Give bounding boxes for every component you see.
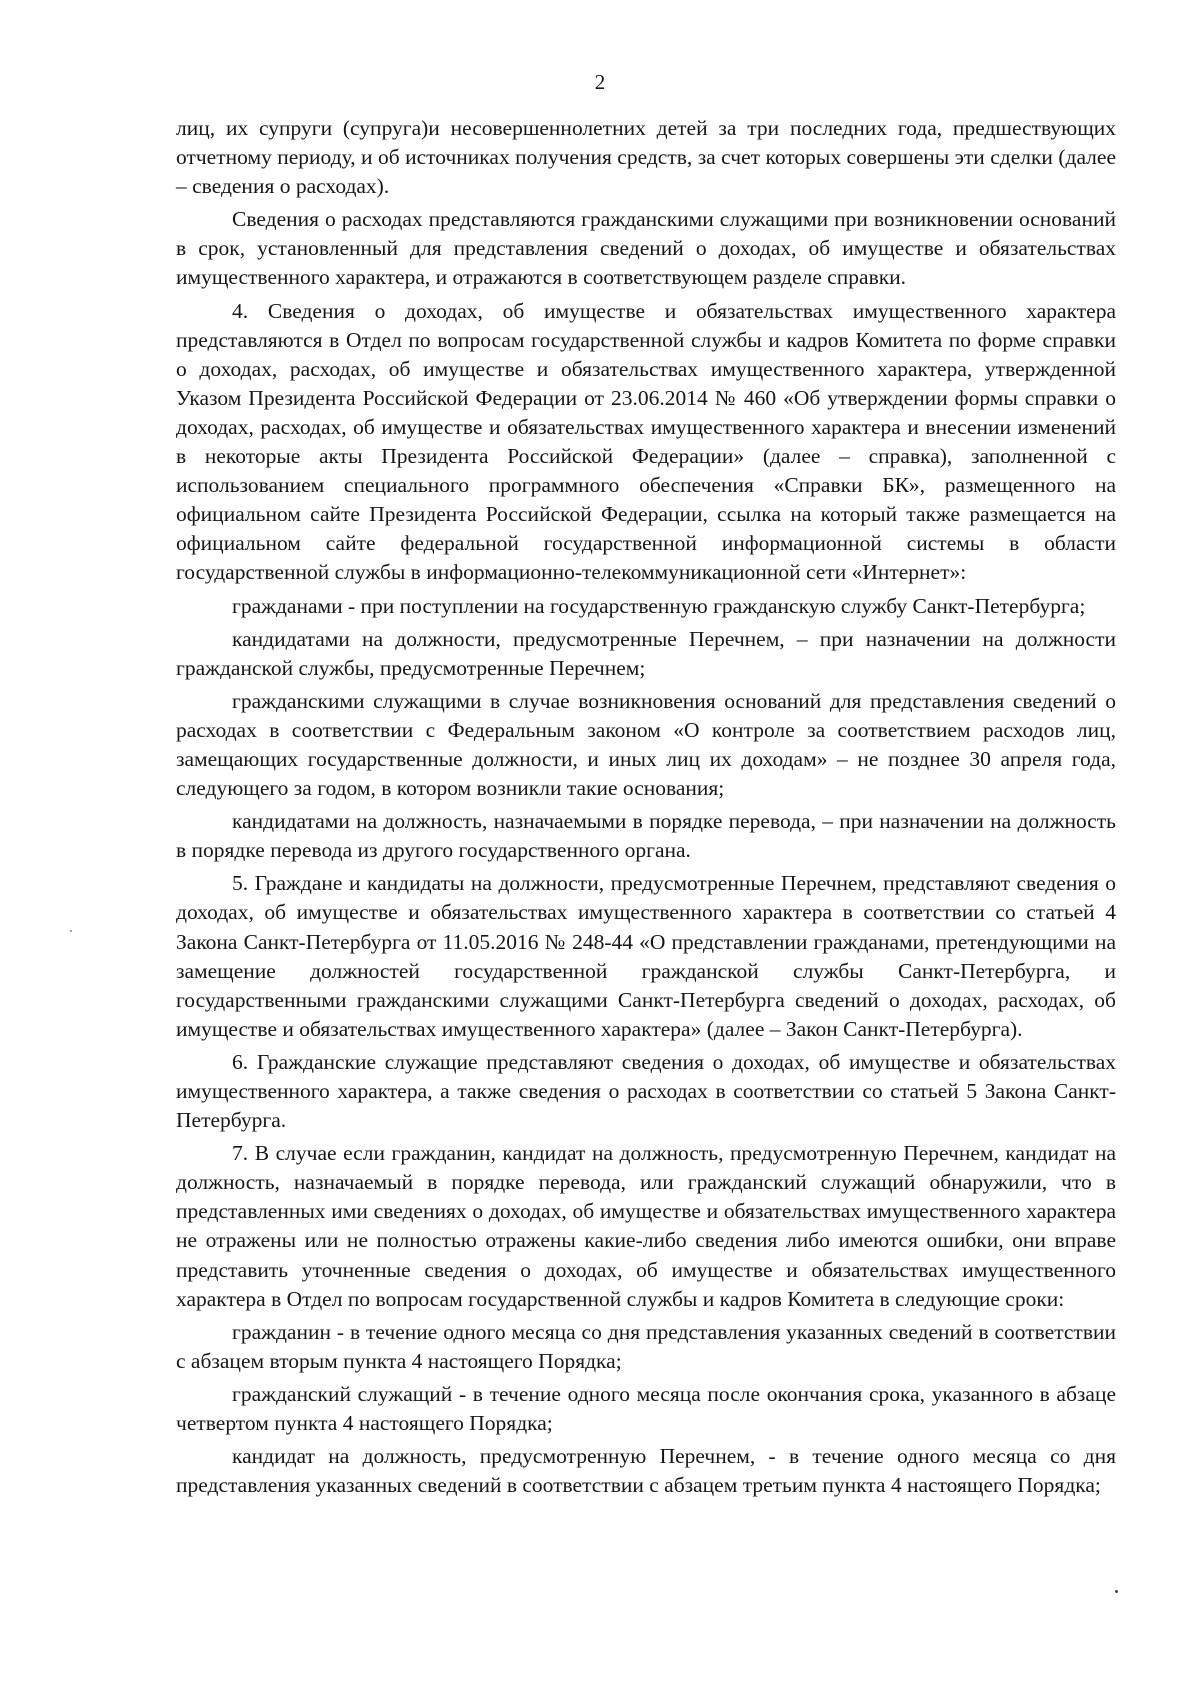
document-body [176, 114, 1116, 1504]
paragraph: кандидатами на должность, назначаемыми в порядке перевода, – при назначении на должность в порядке перевода из другого государственного органа. [176, 809, 1116, 863]
paragraph: гражданами - при поступлении на государственную гражданскую службу Санкт-Петербурга; [232, 593, 1086, 618]
paragraph: Сведения о расходах представляются гражданскими служащими при возникновении оснований в срок, установленный для представления сведений о доходах, об имуществе и обязательствах имущественного характера, и отражаются в соответствующем разделе справки. [176, 207, 1116, 290]
page-number: 2 [594, 70, 606, 94]
paragraph-item-6: 6. Гражданские служащие представляют сведения о доходах, об имуществе и обязательствах имущественного характера, а также сведения о расходах в соответствии со статьей 5 Закона Санкт-Петербурга. [176, 1049, 1116, 1133]
paragraph: кандидат на должность, предусмотренную Перечнем, - в течение одного месяца со дня представления указанных сведений в соответствии с абзацем третьим пункта 4 настоящего Порядка; [176, 1444, 1116, 1498]
paragraph-item-7: 7. В случае если гражданин, кандидат на должность, предусмотренную Перечнем, кандидат на должность, назначаемый в порядке перевода, или гражданский служащий обнаружили, что в представленных ими сведениях о доходах, об имуществе и обязательствах имущественного характера не отражены или не полностью отражены какие-либо сведения либо имеются ошибки, они вправе представить уточненные сведения о доходах, об имуществе и обязательствах имущественного характера в Отдел по вопросам государственной службы и кадров Комитета в следующие сроки: [176, 1141, 1116, 1311]
scan-speck [1115, 1590, 1118, 1593]
paragraph-item-5: 5. Граждане и кандидаты на должности, предусмотренные Перечнем, представляют сведения о доходах, об имуществе и обязательствах имущественного характера в соответствии со статьей 4 Закона Санкт-Петербурга от 11.05.2016 № 248-44 «О представлении гражданами, претендующими на замещение должностей государственной гражданской службы Санкт-Петербурга, и государственными гражданскими служащими Санкт-Петербурга сведений о доходах, расходах, об имуществе и обязательствах имущественного характера» (далее – Закон Санкт-Петербурга). [176, 871, 1116, 1041]
paragraph: гражданскими служащими в случае возникновения оснований для представления сведений о расходах в соответствии с Федеральным законом «О контроле за соответствием расходов лиц, замещающих государственные должности, и иных лиц их доходам» – не позднее 30 апреля года, следующего за годом, в котором возникли такие основания; [176, 688, 1116, 801]
paragraph-continuation: лиц, их супруги (супруга)и несовершеннолетних детей за три последних года, предшествующих отчетному периоду, и об источниках получения средств, за счет которых совершены эти сделки (далее – сведения о расходах). [176, 116, 1116, 199]
paragraph: гражданский служащий - в течение одного месяца после окончания срока, указанного в абзаце четвертом пункта 4 настоящего Порядка; [176, 1381, 1116, 1436]
paragraph: гражданин - в течение одного месяца со дня представления указанных сведений в соответствии с абзацем вторым пункта 4 настоящего Порядка; [176, 1319, 1116, 1373]
paragraph-item-4: 4. Сведения о доходах, об имуществе и обязательствах имущественного характера представляются в Отдел по вопросам государственной службы и кадров Комитета по форме справки о доходах, расходах, об имуществе и обязательствах имущественного характера, утвержденной Указом Президента Российской Федерации от 23.06.2014 № 460 «Об утверждении формы справки о доходах, расходах, об имуществе и обязательствах имущественного характера и внесении изменений в некоторые акты Президента Российской Федерации» (далее – справка), заполненной с использованием специального программного обеспечения «Справки БК», размещенного на официальном сайте Президента Российской Федерации, ссылка на который также размещается на официальном сайте федеральной государственной информационной системы в области государственной службы в информационно-телекоммуникационной сети «Интернет»: [176, 298, 1116, 585]
paragraph: кандидатами на должности, предусмотренные Перечнем, – при назначении на должности гражданской службы, предусмотренные Перечнем; [176, 626, 1116, 680]
scan-speck [70, 930, 72, 932]
